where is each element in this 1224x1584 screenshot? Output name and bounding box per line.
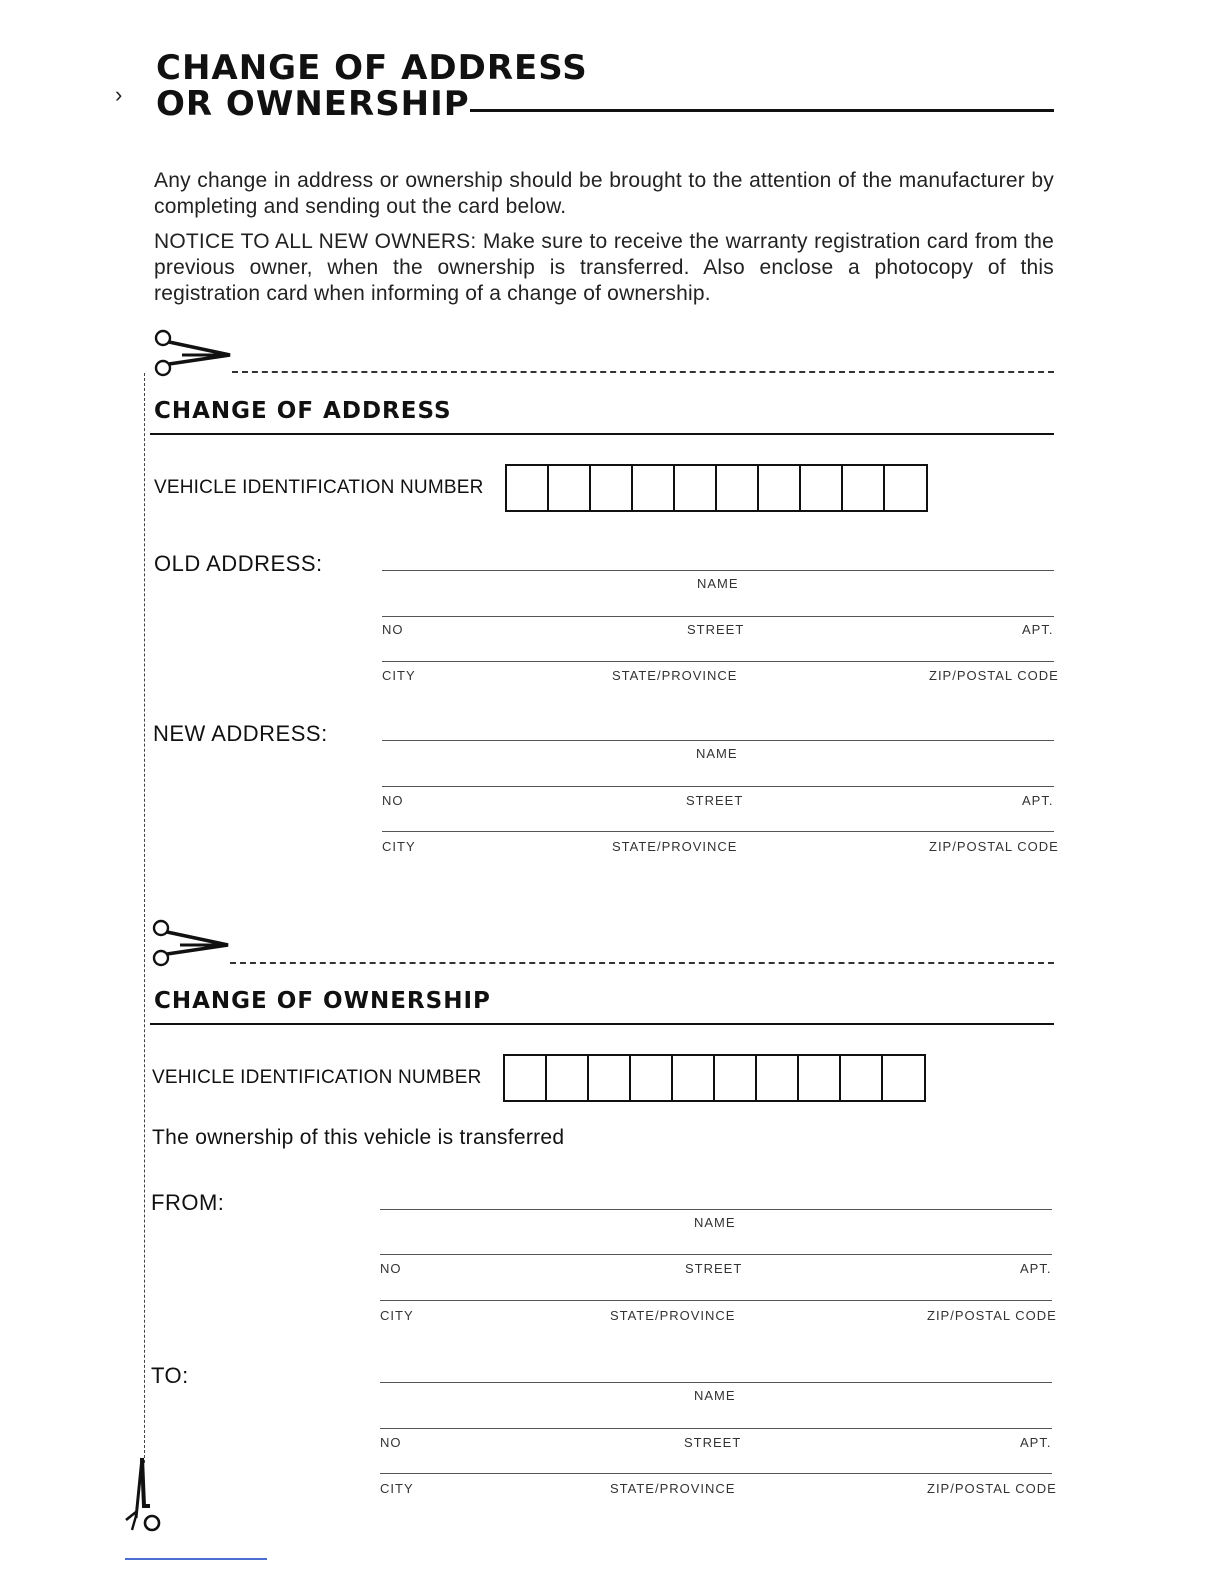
vin-cell[interactable]: [717, 466, 759, 510]
caption-name: NAME: [694, 1215, 736, 1230]
vin-cell[interactable]: [843, 466, 885, 510]
caption-apt: APT.: [1020, 1435, 1052, 1450]
scissors-icon: [152, 328, 232, 378]
caption-apt: APT.: [1020, 1261, 1052, 1276]
old-address-label: OLD ADDRESS:: [154, 551, 323, 576]
old-city-line[interactable]: [382, 661, 1054, 662]
new-city-line[interactable]: [382, 831, 1054, 832]
scissors-icon: [122, 1456, 166, 1536]
notice-paragraph: NOTICE TO ALL NEW OWNERS: Make sure to receive the warranty registration card from the previous owner, when the ownership is transferred. Also enclose a photocopy of this registration card when informing of a change of ownership.: [154, 230, 1054, 305]
transfer-statement: The ownership of this vehicle is transferred: [152, 1126, 565, 1149]
caption-zip: ZIP/POSTAL CODE: [927, 1308, 1057, 1323]
caption-no: NO: [382, 622, 404, 637]
section-rule: [150, 1023, 1054, 1025]
vin-cell[interactable]: [673, 1056, 715, 1100]
title-rule: [470, 109, 1054, 112]
caption-apt: APT.: [1022, 622, 1054, 637]
vin-cell[interactable]: [801, 466, 843, 510]
old-street-line[interactable]: [382, 616, 1054, 617]
vin-cell[interactable]: [841, 1056, 883, 1100]
page-title-line-2: OR OWNERSHIP: [156, 84, 470, 124]
from-city-line[interactable]: [380, 1300, 1052, 1301]
vin-label: VEHICLE IDENTIFICATION NUMBER: [154, 477, 484, 498]
vin-cell[interactable]: [883, 1056, 924, 1100]
vin-input-boxes[interactable]: [503, 1054, 926, 1102]
caption-no: NO: [380, 1261, 402, 1276]
caption-name: NAME: [697, 576, 739, 591]
new-name-line[interactable]: [382, 740, 1054, 741]
cut-line: [232, 371, 1054, 373]
vin-cell[interactable]: [505, 1056, 547, 1100]
old-name-line[interactable]: [382, 570, 1054, 571]
vin-cell[interactable]: [589, 1056, 631, 1100]
vin-cell[interactable]: [799, 1056, 841, 1100]
vin-cell[interactable]: [507, 466, 549, 510]
cut-line: [230, 962, 1054, 964]
vin-cell[interactable]: [591, 466, 633, 510]
vin-cell[interactable]: [759, 466, 801, 510]
caption-state: STATE/PROVINCE: [612, 668, 738, 683]
caption-state: STATE/PROVINCE: [610, 1308, 736, 1323]
vin-cell[interactable]: [715, 1056, 757, 1100]
vin-label: VEHICLE IDENTIFICATION NUMBER: [152, 1067, 482, 1088]
vin-cell[interactable]: [633, 466, 675, 510]
to-name-line[interactable]: [380, 1382, 1052, 1383]
to-street-line[interactable]: [380, 1428, 1052, 1429]
caption-street: STREET: [685, 1261, 743, 1276]
caption-street: STREET: [684, 1435, 742, 1450]
to-city-line[interactable]: [380, 1473, 1052, 1474]
caption-zip: ZIP/POSTAL CODE: [929, 839, 1059, 854]
caption-no: NO: [380, 1435, 402, 1450]
caption-city: CITY: [380, 1481, 414, 1496]
caption-city: CITY: [382, 839, 416, 854]
caption-zip: ZIP/POSTAL CODE: [927, 1481, 1057, 1496]
vin-cell[interactable]: [549, 466, 591, 510]
vin-cell[interactable]: [757, 1056, 799, 1100]
margin-mark: ›: [115, 82, 123, 107]
caption-name: NAME: [696, 746, 738, 761]
vin-input-boxes[interactable]: [505, 464, 928, 512]
section-title-ownership: CHANGE OF OWNERSHIP: [154, 988, 491, 1014]
from-name-line[interactable]: [380, 1209, 1052, 1210]
page-title-line-1: CHANGE OF ADDRESS: [156, 48, 588, 88]
new-street-line[interactable]: [382, 786, 1054, 787]
scissors-icon: [150, 918, 230, 968]
cut-line-vertical: [144, 373, 145, 1463]
caption-street: STREET: [687, 622, 745, 637]
caption-name: NAME: [694, 1388, 736, 1403]
caption-zip: ZIP/POSTAL CODE: [929, 668, 1059, 683]
caption-state: STATE/PROVINCE: [612, 839, 738, 854]
vin-cell[interactable]: [631, 1056, 673, 1100]
to-label: TO:: [151, 1363, 189, 1388]
footer-accent-rule: [125, 1558, 267, 1560]
new-address-label: NEW ADDRESS:: [153, 721, 328, 746]
vin-cell[interactable]: [547, 1056, 589, 1100]
intro-paragraph: Any change in address or ownership should be brought to the attention of the manufacturer by completing and sending out the card below.: [154, 169, 1054, 218]
caption-city: CITY: [380, 1308, 414, 1323]
section-title-address: CHANGE OF ADDRESS: [154, 398, 452, 424]
caption-state: STATE/PROVINCE: [610, 1481, 736, 1496]
caption-street: STREET: [686, 793, 744, 808]
vin-cell[interactable]: [885, 466, 926, 510]
caption-no: NO: [382, 793, 404, 808]
caption-apt: APT.: [1022, 793, 1054, 808]
from-street-line[interactable]: [380, 1254, 1052, 1255]
section-rule: [150, 433, 1054, 435]
vin-cell[interactable]: [675, 466, 717, 510]
from-label: FROM:: [151, 1190, 225, 1215]
caption-city: CITY: [382, 668, 416, 683]
